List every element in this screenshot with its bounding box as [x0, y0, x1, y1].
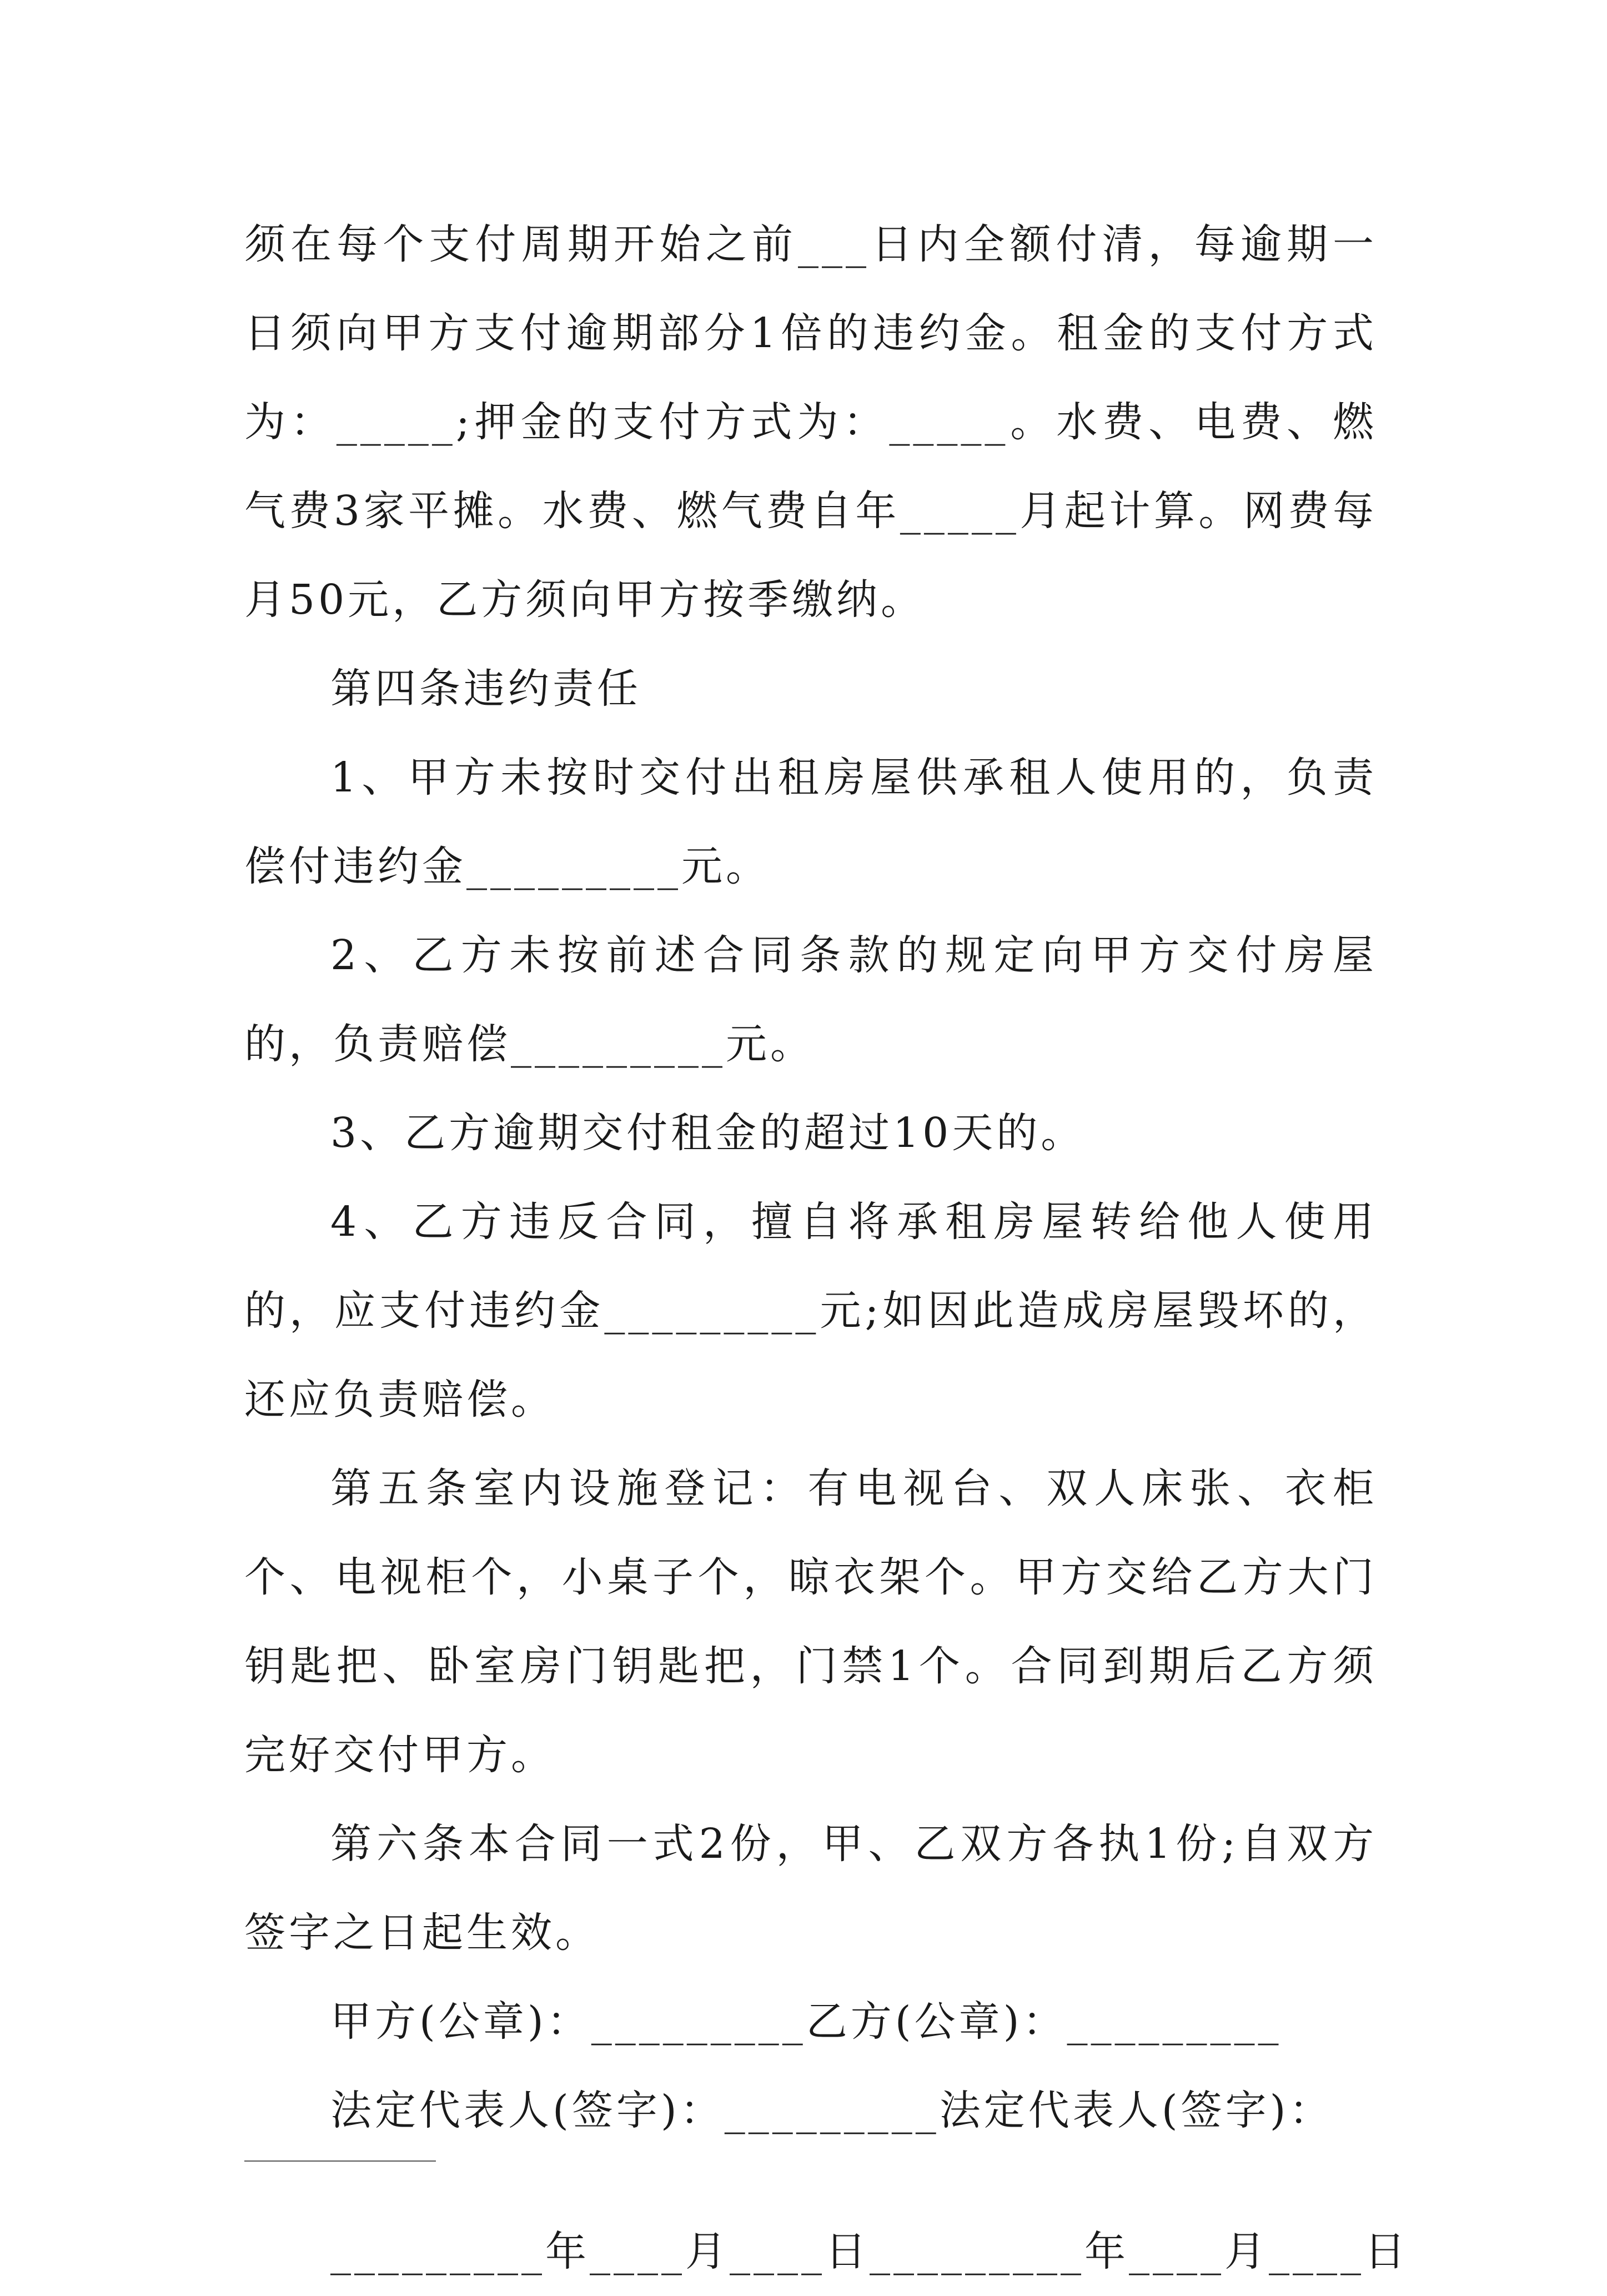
signature-blank-rule [244, 2160, 436, 2162]
party-seal-line: 甲方(公章)：_________乙方(公章)：_________ [330, 1998, 1282, 2046]
article-4-clause-4: 4、乙方违反合同，擅自将承租房屋转给他人使用的，应支付违约金_________元;如因此造成房屋毁坏的，还应负责赔偿。 [244, 1198, 1377, 1423]
article-4-clause-3: 3、乙方逾期交付租金的超过10天的。 [330, 1109, 1086, 1157]
article-5-facilities: 第五条室内设施登记：有电视台、双人床张、衣柜个、电视柜个，小桌子个，晾衣架个。甲方交给乙方大门钥匙把、卧室房门钥匙把，门禁1个。合同到期后乙方须完好交付甲方。 [244, 1465, 1377, 1779]
paragraph-payment-terms: 须在每个支付周期开始之前___日内全额付清，每逾期一日须向甲方支付逾期部分1倍的违约金。租金的支付方式为：_____;押金的支付方式为：_____。水费、电费、燃气费3家平摊。水费、燃气费自年_____月起计算。网费每月50元，乙方须向甲方按季缴纳。 [244, 220, 1377, 624]
article-6-copies: 第六条本合同一式2份，甲、乙双方各执1份;自双方签字之日起生效。 [244, 1820, 1377, 1957]
document-body [244, 200, 1409, 2296]
date-line: _________年____月____日_________年____月____日 [330, 2228, 1409, 2275]
article-4-clause-1: 1、甲方未按时交付出租房屋供承租人使用的，负责偿付违约金_________元。 [244, 754, 1377, 890]
article-4-clause-2: 2、乙方未按前述合同条款的规定向甲方交付房屋的，负责赔偿_________元。 [244, 931, 1377, 1068]
article-4-heading: 第四条违约责任 [330, 665, 641, 713]
legal-representative-line: 法定代表人(签字)：_________法定代表人(签字)： [330, 2087, 1334, 2134]
